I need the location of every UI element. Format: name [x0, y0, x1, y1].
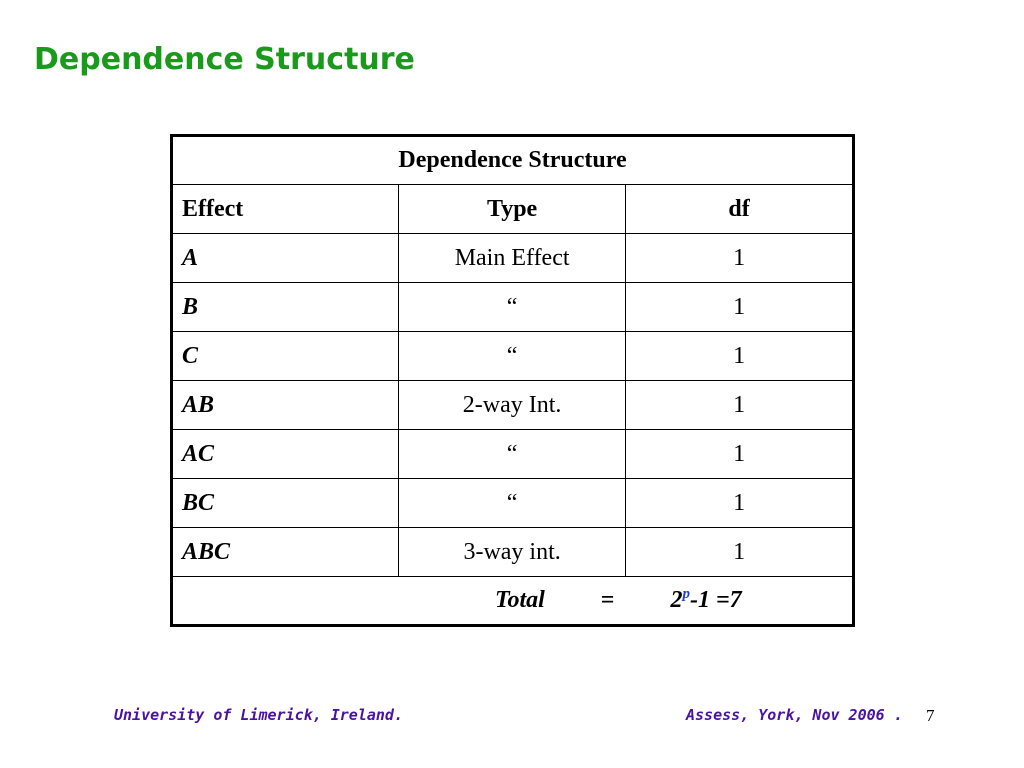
cell-effect: C — [172, 332, 399, 381]
cell-effect: ABC — [172, 528, 399, 577]
footer-event: Assess, York, Nov 2006 . — [686, 706, 903, 724]
total-equals: = — [600, 587, 615, 613]
cell-type: 3-way int. — [399, 528, 626, 577]
cell-type: “ — [399, 332, 626, 381]
table-row — [172, 479, 854, 528]
cell-effect: A — [172, 234, 399, 283]
table-row — [172, 381, 854, 430]
dependence-structure-table — [170, 134, 855, 627]
table-caption: Dependence Structure — [172, 136, 854, 185]
total-exponent: p — [682, 586, 690, 602]
cell-df: 1 — [626, 430, 854, 479]
cell-effect: B — [172, 283, 399, 332]
header-type: Type — [399, 185, 626, 234]
header-df: df — [626, 185, 854, 234]
cell-df: 1 — [626, 479, 854, 528]
page-title: Dependence Structure — [34, 42, 415, 77]
cell-type: 2-way Int. — [399, 381, 626, 430]
cell-type: “ — [399, 430, 626, 479]
table-header-row — [172, 185, 854, 234]
cell-effect: BC — [172, 479, 399, 528]
cell-df: 1 — [626, 332, 854, 381]
cell-effect: AB — [172, 381, 399, 430]
table-row — [172, 430, 854, 479]
page-number: 7 — [926, 706, 935, 725]
cell-df: 1 — [626, 381, 854, 430]
table-row — [172, 332, 854, 381]
cell-df: 1 — [626, 283, 854, 332]
cell-df: 1 — [626, 528, 854, 577]
total-rest: -1 =7 — [689, 587, 742, 613]
header-effect: Effect — [172, 185, 399, 234]
total-cell — [172, 577, 854, 626]
table-caption-row — [172, 136, 854, 185]
cell-type: Main Effect — [399, 234, 626, 283]
total-base: 2 — [670, 587, 683, 613]
table-row — [172, 234, 854, 283]
table-row — [172, 283, 854, 332]
cell-type: “ — [399, 479, 626, 528]
cell-effect: AC — [172, 430, 399, 479]
table-row — [172, 528, 854, 577]
cell-type: “ — [399, 283, 626, 332]
table-total-row — [172, 577, 854, 626]
total-label: Total — [495, 587, 545, 613]
footer-institution: University of Limerick, Ireland. — [114, 706, 403, 724]
cell-df: 1 — [626, 234, 854, 283]
